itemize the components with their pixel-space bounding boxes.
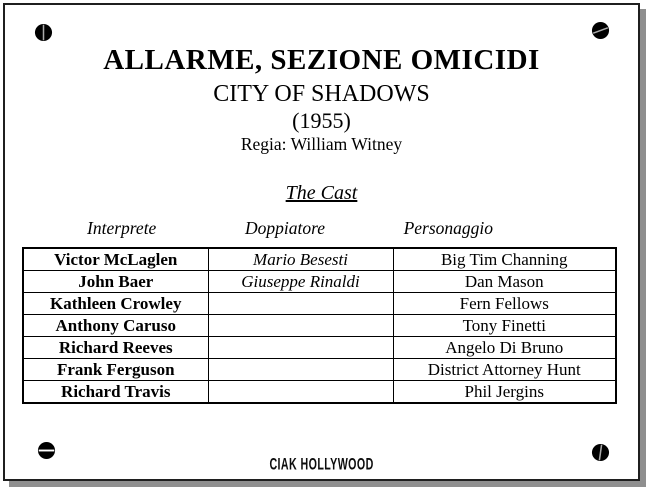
column-header-personaggio: Personaggio — [403, 218, 494, 238]
dubber-name — [208, 293, 393, 315]
character-name: Phil Jergins — [393, 381, 616, 404]
table-row — [23, 293, 616, 315]
screw-icon-top-left — [34, 23, 53, 42]
table-row — [23, 248, 616, 271]
actor-name: Frank Ferguson — [23, 359, 208, 381]
character-name: Big Tim Channing — [393, 248, 616, 271]
table-row — [23, 337, 616, 359]
film-year: (1955) — [292, 108, 351, 133]
dubber-name — [208, 337, 393, 359]
table-row — [23, 315, 616, 337]
character-name: Dan Mason — [393, 271, 616, 293]
screw-icon-top-right — [591, 21, 610, 40]
dubber-name: Giuseppe Rinaldi — [208, 271, 393, 293]
character-name: District Attorney Hunt — [393, 359, 616, 381]
dubber-name: Mario Besesti — [208, 248, 393, 271]
ciak-hollywood-logo: CIAK HOLLYWOOD — [269, 453, 374, 474]
film-title-original: CITY OF SHADOWS — [213, 81, 430, 107]
actor-name: Anthony Caruso — [23, 315, 208, 337]
character-name: Tony Finetti — [393, 315, 616, 337]
character-name: Angelo Di Bruno — [393, 337, 616, 359]
film-director: Regia: William Witney — [240, 134, 403, 154]
actor-name: John Baer — [23, 271, 208, 293]
actor-name: Richard Reeves — [23, 337, 208, 359]
dubber-name — [208, 359, 393, 381]
table-row — [23, 271, 616, 293]
footer — [5, 455, 638, 473]
dubber-name — [208, 381, 393, 404]
cast-column-headers — [40, 218, 530, 239]
cast-section-heading: The Cast — [285, 182, 358, 204]
actor-name: Victor McLaglen — [23, 248, 208, 271]
table-row — [23, 359, 616, 381]
actor-name: Richard Travis — [23, 381, 208, 404]
actor-name: Kathleen Crowley — [23, 293, 208, 315]
title-card — [3, 3, 640, 481]
column-header-doppiatore: Doppiatore — [244, 218, 326, 238]
table-row — [23, 381, 616, 404]
character-name: Fern Fellows — [393, 293, 616, 315]
column-header-interprete: Interprete — [87, 218, 157, 238]
cast-table — [22, 247, 617, 404]
dubber-name — [208, 315, 393, 337]
film-title-italian: ALLARME, SEZIONE OMICIDI — [103, 44, 540, 76]
